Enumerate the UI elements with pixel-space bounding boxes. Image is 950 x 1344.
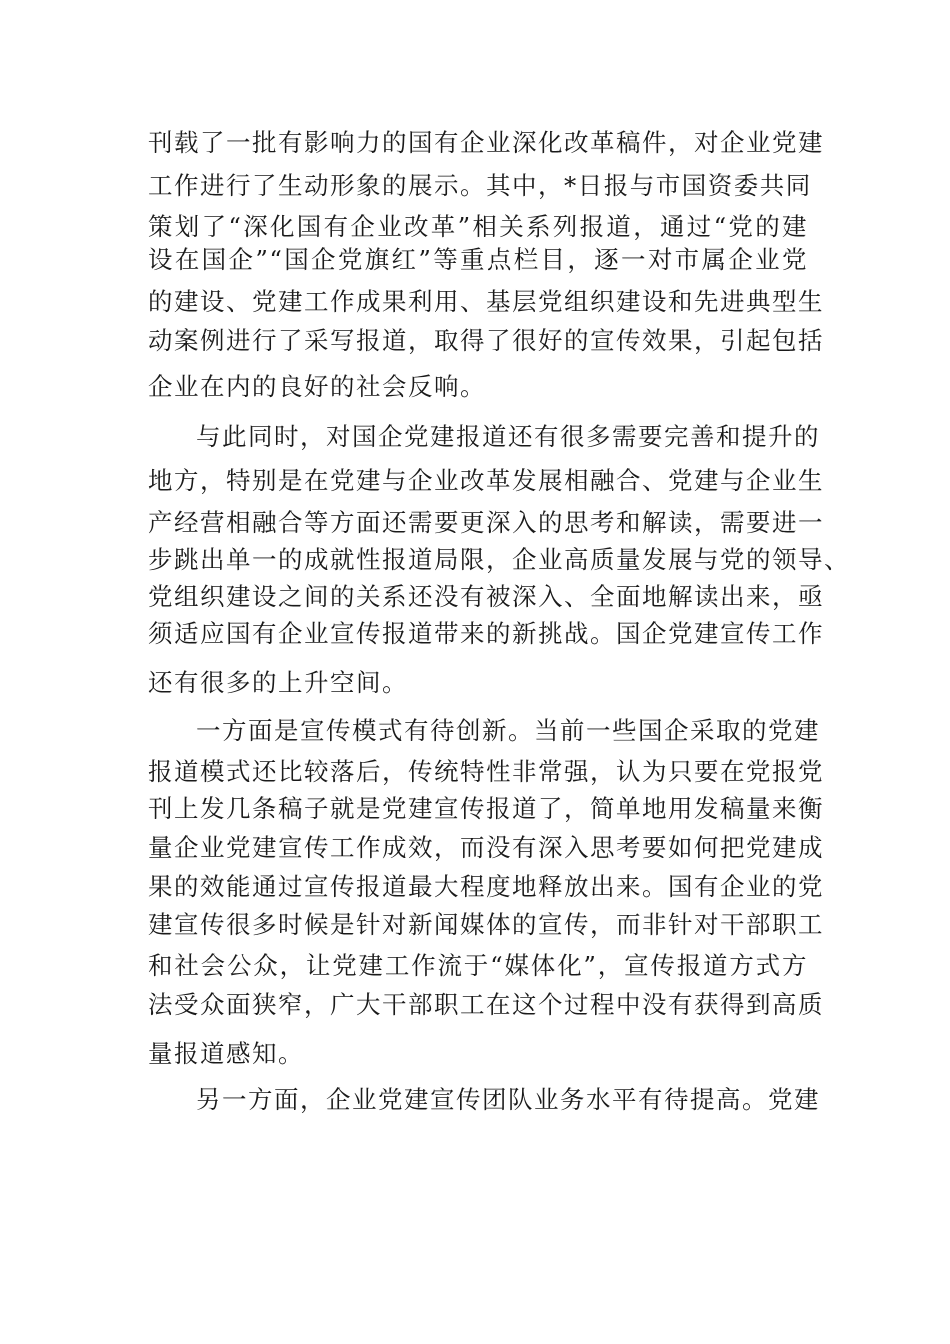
paragraph-first-line: 另一方面，企业党建宣传团队业务水平有待提高。党建 <box>196 1085 820 1114</box>
text-line: 工作进行了生动形象的展示。其中，*日报与市国资委共同 <box>148 171 812 200</box>
text-line: 步跳出单一的成就性报道局限，企业高质量发展与党的领导、 <box>148 545 850 574</box>
text-line: 量报道感知。 <box>148 1039 304 1068</box>
text-line: 报道模式还比较落后，传统特性非常强，认为只要在党报党 <box>148 757 824 786</box>
text-line: 建宣传很多时候是针对新闻媒体的宣传，而非针对干部职工 <box>148 910 824 939</box>
text-line: 果的效能通过宣传报道最大程度地释放出来。国有企业的党 <box>148 872 824 901</box>
paragraph-first-line: 与此同时，对国企党建报道还有很多需要完善和提升的 <box>196 422 820 451</box>
text-line: 的建设、党建工作成果利用、基层党组织建设和先进典型生 <box>148 287 824 316</box>
text-line: 设在国企”“国企党旗红”等重点栏目，逐一对市属企业党 <box>148 245 808 274</box>
text-line: 还有很多的上升空间。 <box>148 668 408 697</box>
text-line: 和社会公众，让党建工作流于“媒体化”，宣传报道方式方 <box>148 951 808 980</box>
text-line: 产经营相融合等方面还需要更深入的思考和解读，需要进一 <box>148 508 824 537</box>
text-line: 法受众面狭窄，广大干部职工在这个过程中没有获得到高质 <box>148 990 824 1019</box>
paragraph-first-line: 一方面是宣传模式有待创新。当前一些国企采取的党建 <box>196 716 820 745</box>
text-line: 刊上发几条稿子就是党建宣传报道了，简单地用发稿量来衡 <box>148 794 824 823</box>
text-line: 企业在内的良好的社会反响。 <box>148 372 486 401</box>
text-line: 地方，特别是在党建与企业改革发展相融合、党建与企业生 <box>148 466 824 495</box>
text-line: 刊载了一批有影响力的国有企业深化改革稿件，对企业党建 <box>148 128 824 157</box>
text-line: 量企业党建宣传工作成效，而没有深入思考要如何把党建成 <box>148 833 824 862</box>
text-line: 党组织建设之间的关系还没有被深入、全面地解读出来，亟 <box>148 582 824 611</box>
text-line: 动案例进行了采写报道，取得了很好的宣传效果，引起包括 <box>148 326 824 355</box>
text-line: 策划了“深化国有企业改革”相关系列报道，通过“党的建 <box>148 212 808 241</box>
text-line: 须适应国有企业宣传报道带来的新挑战。国企党建宣传工作 <box>148 619 824 648</box>
